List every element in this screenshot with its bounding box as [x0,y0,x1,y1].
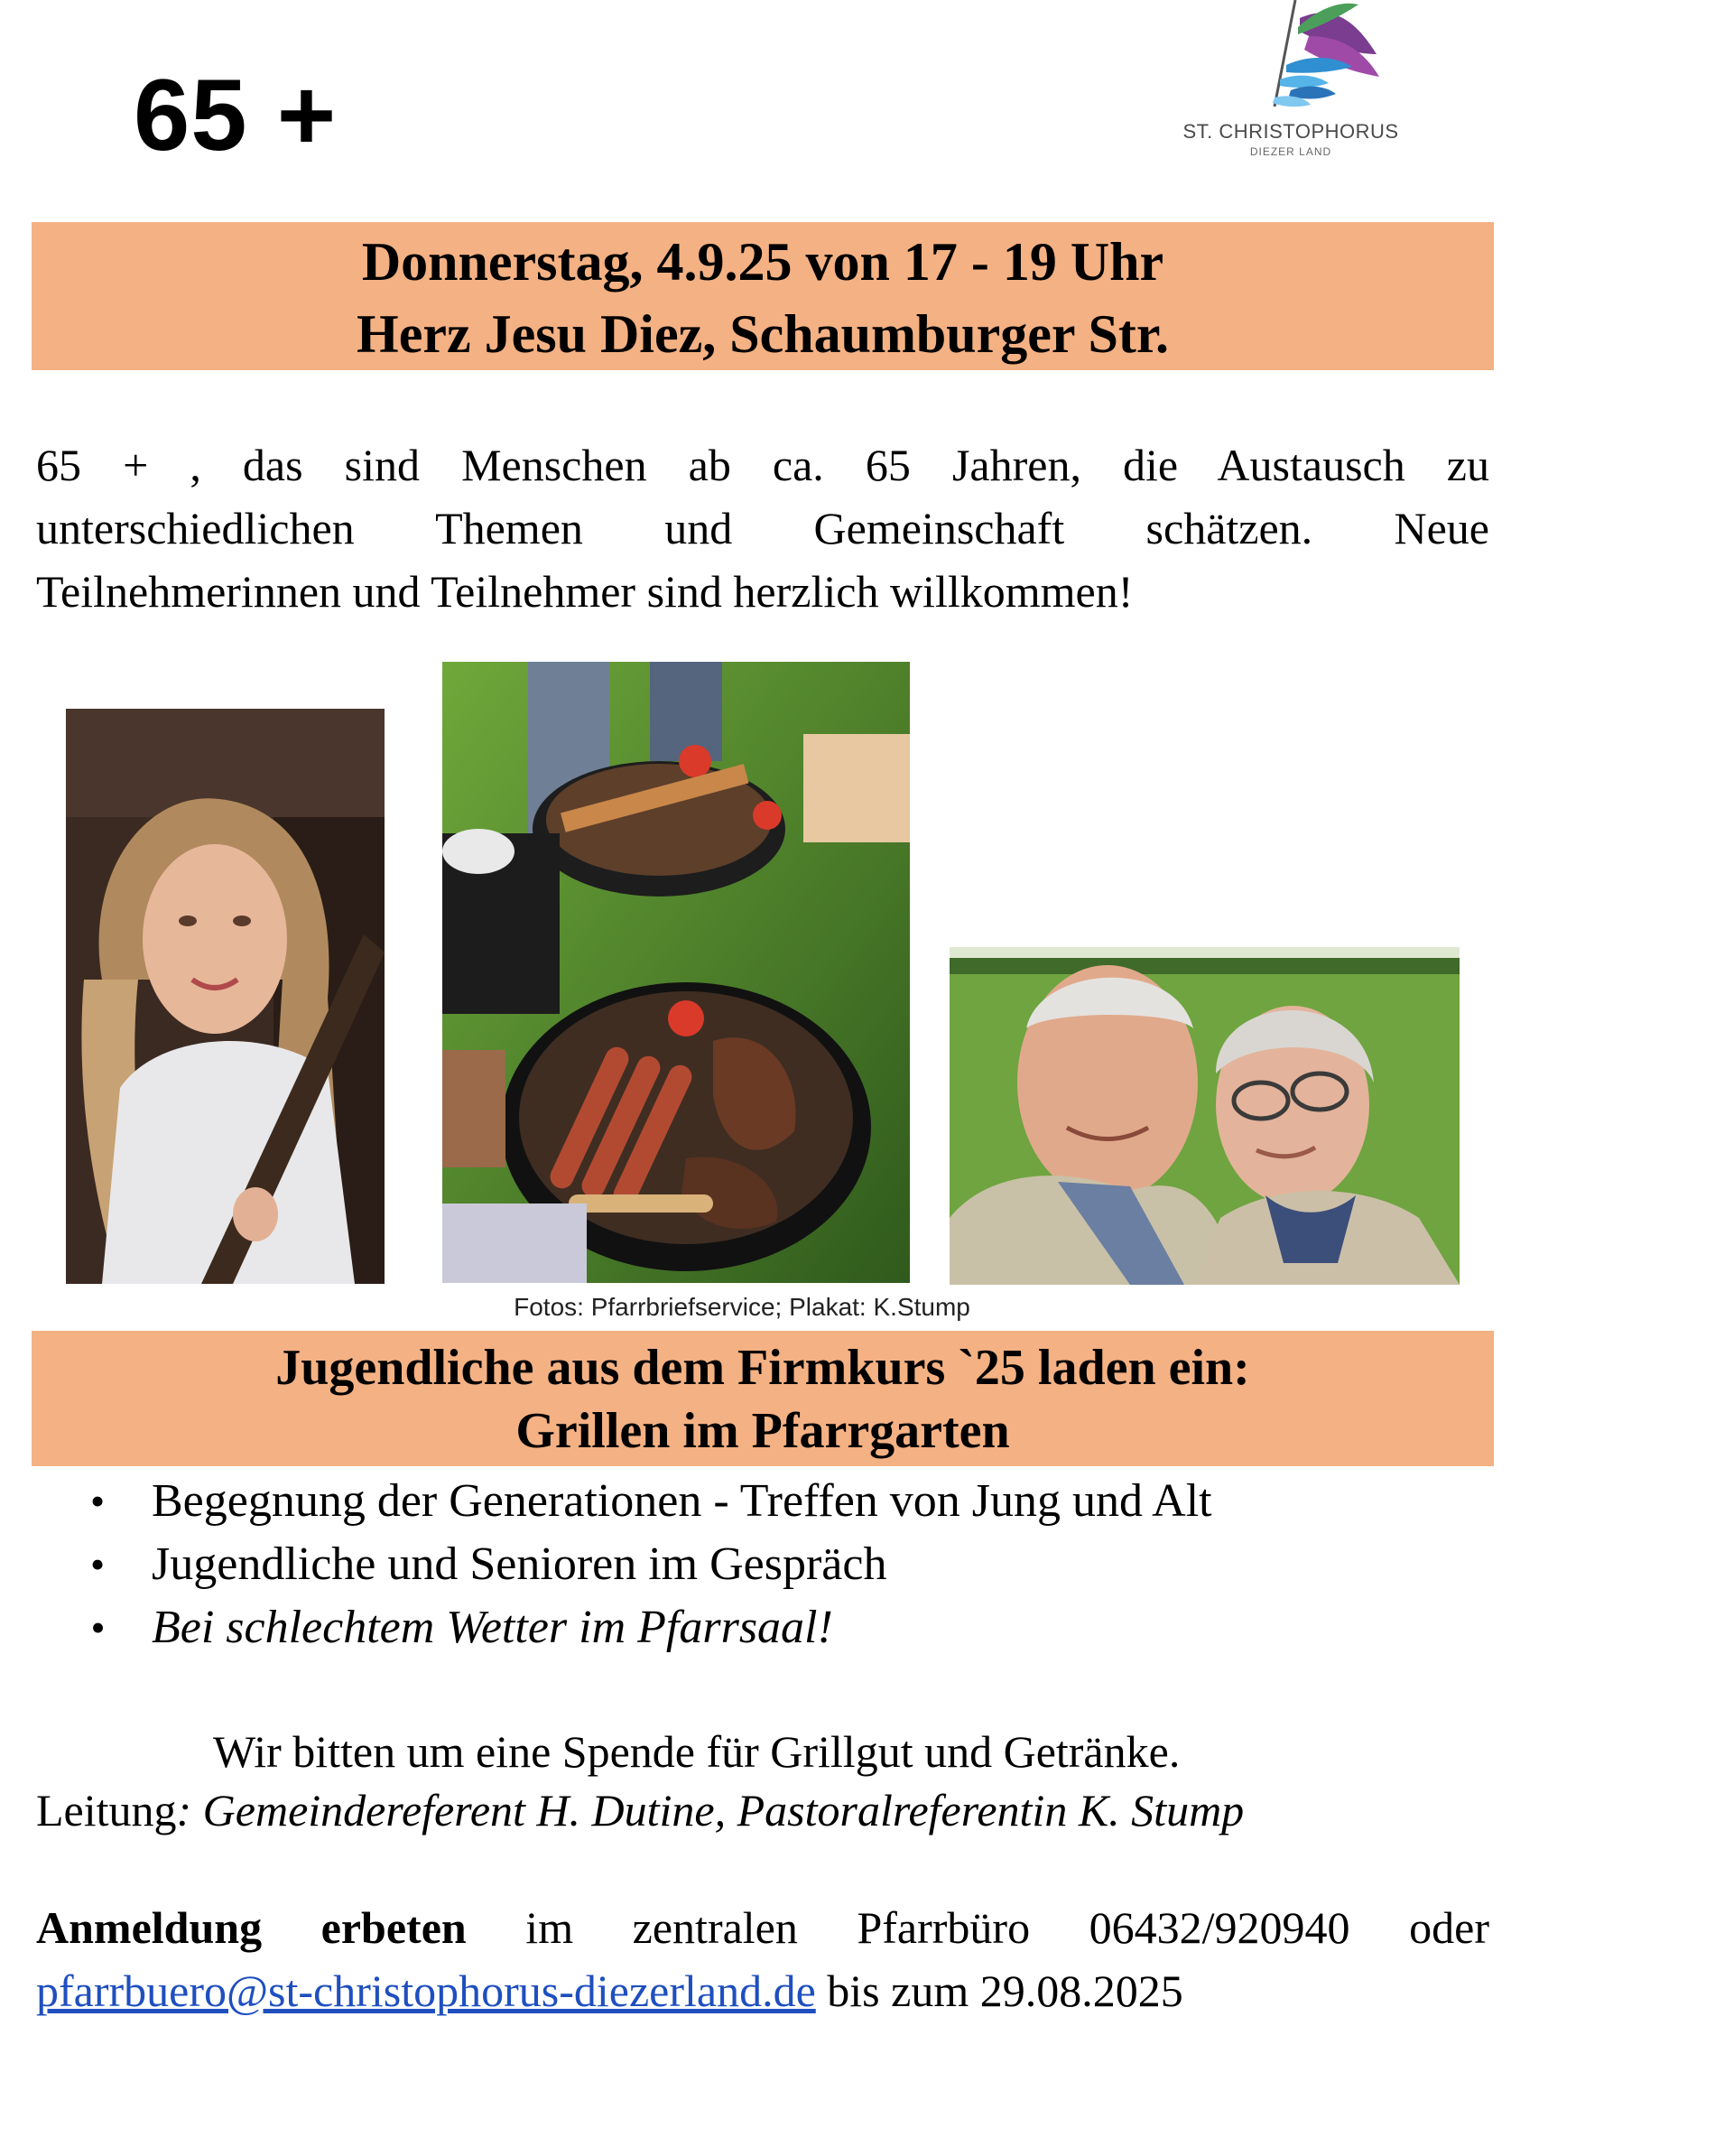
logo-subtitle: DIEZER LAND [1249,145,1332,158]
photo-young-woman [66,709,385,1284]
page-title: 65 + [134,59,338,172]
invite-subheadline: Grillen im Pfarrgarten [515,1403,1010,1459]
leadership-names: : Gemeindereferent H. Dutine, Pastoralreferentin K. Stump [176,1785,1245,1835]
invite-headline: Jugendliche aus dem Firmkurs `25 laden ein: [275,1340,1250,1396]
registration-deadline: bis zum 29.08.2025 [827,1965,1183,2016]
event-location: Herz Jesu Diez, Schaumburger Str. [357,304,1169,364]
donation-note: Wir bitten um eine Spende für Grillgut und Getränke. [213,1726,1181,1777]
intro-line: unterschiedlichen Themen und Gemeinschaft schätzen. Neue [36,503,1489,553]
photo-credit: Fotos: Pfarrbriefservice; Plakat: K.Stump [514,1293,970,1321]
registration-line [36,1959,1489,2022]
list-item: • Bei schlechtem Wetter im Pfarrsaal! [90,1596,1212,1659]
email-link[interactable]: pfarrbuero@st-christophorus-diezerland.de [36,1965,816,2016]
photo-seniors [950,947,1460,1285]
logo-name: ST. CHRISTOPHORUS [1182,120,1399,143]
list-item: • Begegnung der Generationen - Treffen von Jung und Alt [90,1470,1212,1533]
intro-paragraph [36,433,1489,623]
registration-line [36,1896,1489,1959]
leadership-line [36,1783,1244,1837]
invite-banner [32,1331,1494,1466]
event-date: Donnerstag, 4.9.25 von 17 - 19 Uhr [361,232,1164,292]
intro-line: 65 + , das sind Menschen ab ca. 65 Jahren, die Austausch zu [36,440,1489,490]
feature-list [90,1470,1212,1659]
event-banner [32,222,1494,370]
registration-heading: Anmeldung erbeten [36,1902,467,1953]
photo-barbecue [442,662,910,1283]
list-item: • Jugendliche und Senioren im Gespräch [90,1533,1212,1596]
intro-line: Teilnehmerinnen und Teilnehmer sind herzlich willkommen! [36,566,1134,617]
registration-block [36,1896,1489,2022]
registration-text: im zentralen Pfarrbüro 06432/920940 oder [525,1902,1489,1953]
leadership-label: Leitung [36,1785,177,1835]
